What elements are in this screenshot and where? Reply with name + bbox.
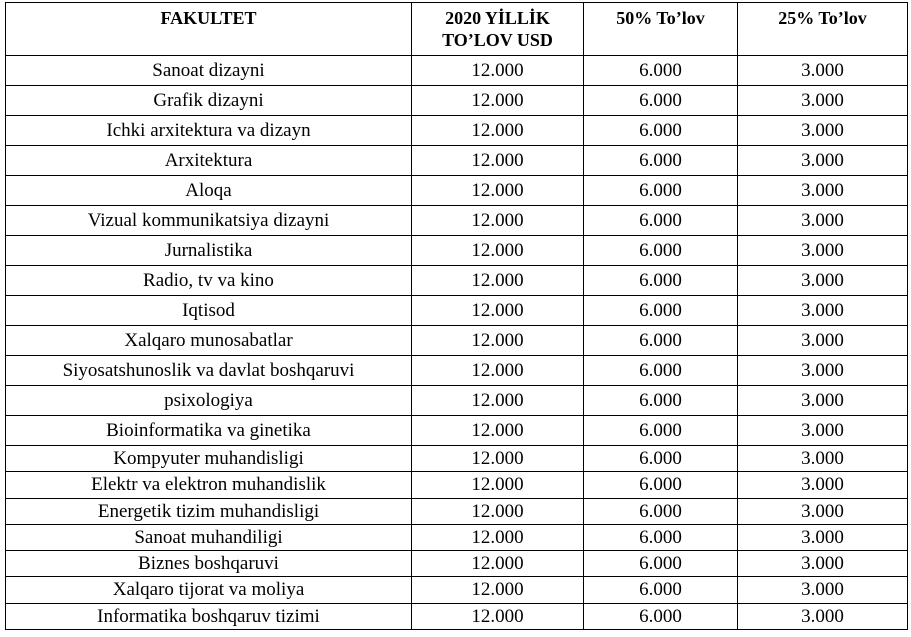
faculty-cell: psixologiya [6, 386, 412, 416]
half-fee-cell: 6.000 [584, 56, 738, 86]
annual-fee-cell: 12.000 [412, 603, 584, 629]
table-row [6, 296, 908, 326]
header-25-percent: 25% To’lov [738, 3, 908, 56]
quarter-fee-cell: 3.000 [738, 498, 908, 524]
annual-fee-cell: 12.000 [412, 116, 584, 146]
quarter-fee-cell: 3.000 [738, 236, 908, 266]
table-row [6, 56, 908, 86]
faculty-cell: Radio, tv va kino [6, 266, 412, 296]
half-fee-cell: 6.000 [584, 86, 738, 116]
header-annual-fee-line1: 2020 YİLLİK [445, 8, 550, 28]
half-fee-cell: 6.000 [584, 296, 738, 326]
table-row [6, 236, 908, 266]
annual-fee-cell: 12.000 [412, 326, 584, 356]
faculty-cell: Elektr va elektron muhandislik [6, 472, 412, 498]
header-faculty: FAKULTET [6, 3, 412, 56]
faculty-cell: Biznes boshqaruvi [6, 551, 412, 577]
quarter-fee-cell: 3.000 [738, 86, 908, 116]
table-row [6, 498, 908, 524]
annual-fee-cell: 12.000 [412, 472, 584, 498]
annual-fee-cell: 12.000 [412, 176, 584, 206]
half-fee-cell: 6.000 [584, 524, 738, 550]
annual-fee-cell: 12.000 [412, 56, 584, 86]
table-row [6, 472, 908, 498]
quarter-fee-cell: 3.000 [738, 416, 908, 446]
half-fee-cell: 6.000 [584, 603, 738, 629]
half-fee-cell: 6.000 [584, 356, 738, 386]
faculty-cell: Grafik dizayni [6, 86, 412, 116]
quarter-fee-cell: 3.000 [738, 326, 908, 356]
quarter-fee-cell: 3.000 [738, 296, 908, 326]
faculty-cell: Sanoat muhandiligi [6, 524, 412, 550]
faculty-cell: Aloqa [6, 176, 412, 206]
header-50-percent: 50% To’lov [584, 3, 738, 56]
quarter-fee-cell: 3.000 [738, 56, 908, 86]
annual-fee-cell: 12.000 [412, 266, 584, 296]
table-row [6, 551, 908, 577]
tuition-table [5, 2, 908, 630]
table-row [6, 266, 908, 296]
faculty-cell: Xalqaro tijorat va moliya [6, 577, 412, 603]
quarter-fee-cell: 3.000 [738, 386, 908, 416]
annual-fee-cell: 12.000 [412, 551, 584, 577]
half-fee-cell: 6.000 [584, 498, 738, 524]
table-row [6, 524, 908, 550]
half-fee-cell: 6.000 [584, 416, 738, 446]
faculty-cell: Sanoat dizayni [6, 56, 412, 86]
table-row [6, 446, 908, 472]
half-fee-cell: 6.000 [584, 326, 738, 356]
quarter-fee-cell: 3.000 [738, 577, 908, 603]
quarter-fee-cell: 3.000 [738, 116, 908, 146]
faculty-cell: Bioinformatika va ginetika [6, 416, 412, 446]
table-row [6, 416, 908, 446]
quarter-fee-cell: 3.000 [738, 524, 908, 550]
faculty-cell: Arxitektura [6, 146, 412, 176]
annual-fee-cell: 12.000 [412, 146, 584, 176]
annual-fee-cell: 12.000 [412, 386, 584, 416]
faculty-cell: Xalqaro munosabatlar [6, 326, 412, 356]
header-annual-fee [412, 3, 584, 56]
faculty-cell: Siyosatshunoslik va davlat boshqaruvi [6, 356, 412, 386]
table-row [6, 206, 908, 236]
table-row [6, 176, 908, 206]
faculty-cell: Vizual kommunikatsiya dizayni [6, 206, 412, 236]
table-row [6, 577, 908, 603]
half-fee-cell: 6.000 [584, 577, 738, 603]
half-fee-cell: 6.000 [584, 176, 738, 206]
faculty-cell: Kompyuter muhandisligi [6, 446, 412, 472]
header-row [6, 3, 908, 56]
annual-fee-cell: 12.000 [412, 356, 584, 386]
header-annual-fee-line2: TO’LOV USD [442, 30, 553, 50]
annual-fee-cell: 12.000 [412, 206, 584, 236]
half-fee-cell: 6.000 [584, 116, 738, 146]
half-fee-cell: 6.000 [584, 266, 738, 296]
faculty-cell: Jurnalistika [6, 236, 412, 266]
table-row [6, 386, 908, 416]
faculty-cell: Energetik tizim muhandisligi [6, 498, 412, 524]
quarter-fee-cell: 3.000 [738, 603, 908, 629]
table-row [6, 326, 908, 356]
table-row [6, 116, 908, 146]
table-row [6, 146, 908, 176]
annual-fee-cell: 12.000 [412, 498, 584, 524]
quarter-fee-cell: 3.000 [738, 266, 908, 296]
annual-fee-cell: 12.000 [412, 416, 584, 446]
quarter-fee-cell: 3.000 [738, 146, 908, 176]
quarter-fee-cell: 3.000 [738, 472, 908, 498]
quarter-fee-cell: 3.000 [738, 206, 908, 236]
half-fee-cell: 6.000 [584, 386, 738, 416]
half-fee-cell: 6.000 [584, 146, 738, 176]
annual-fee-cell: 12.000 [412, 524, 584, 550]
quarter-fee-cell: 3.000 [738, 446, 908, 472]
annual-fee-cell: 12.000 [412, 446, 584, 472]
annual-fee-cell: 12.000 [412, 86, 584, 116]
quarter-fee-cell: 3.000 [738, 356, 908, 386]
faculty-cell: Informatika boshqaruv tizimi [6, 603, 412, 629]
half-fee-cell: 6.000 [584, 236, 738, 266]
faculty-cell: Iqtisod [6, 296, 412, 326]
half-fee-cell: 6.000 [584, 206, 738, 236]
half-fee-cell: 6.000 [584, 472, 738, 498]
table-row [6, 86, 908, 116]
half-fee-cell: 6.000 [584, 551, 738, 577]
table-row [6, 603, 908, 629]
table-row [6, 356, 908, 386]
half-fee-cell: 6.000 [584, 446, 738, 472]
faculty-cell: Ichki arxitektura va dizayn [6, 116, 412, 146]
annual-fee-cell: 12.000 [412, 296, 584, 326]
annual-fee-cell: 12.000 [412, 577, 584, 603]
quarter-fee-cell: 3.000 [738, 176, 908, 206]
annual-fee-cell: 12.000 [412, 236, 584, 266]
quarter-fee-cell: 3.000 [738, 551, 908, 577]
